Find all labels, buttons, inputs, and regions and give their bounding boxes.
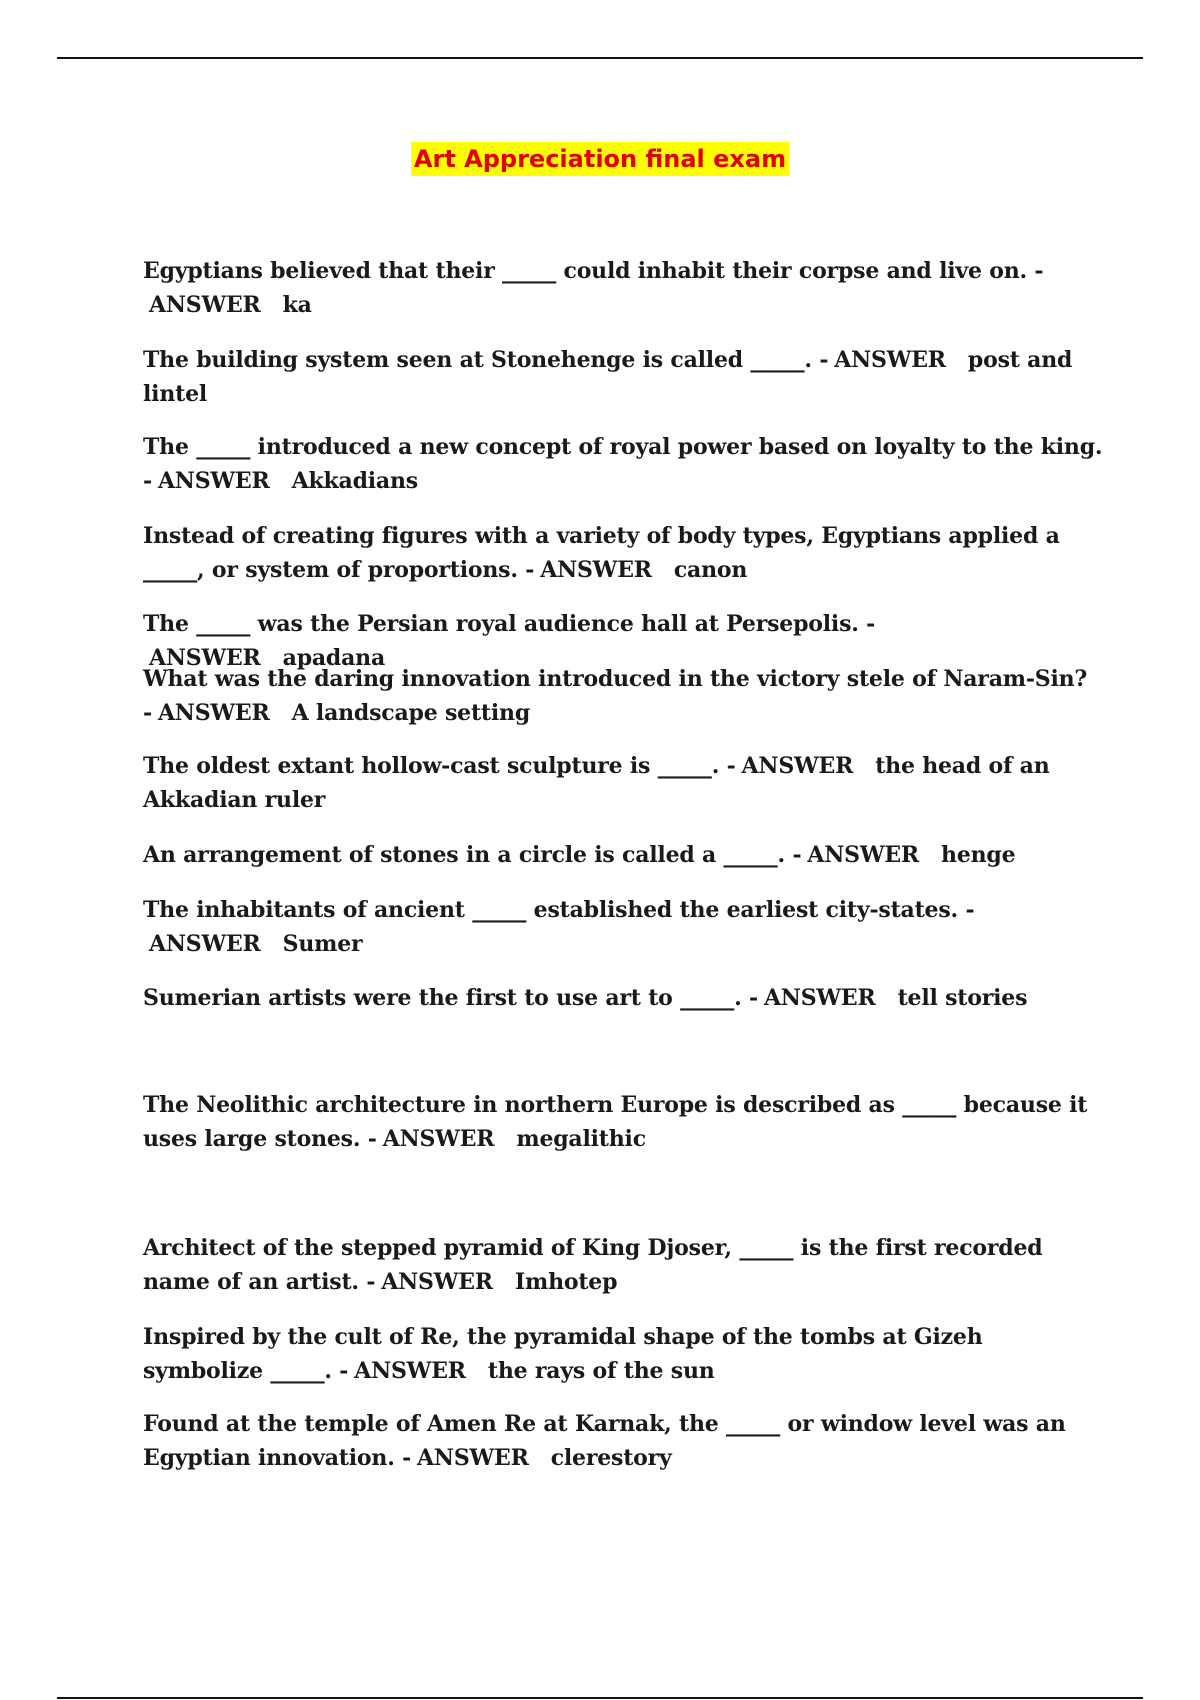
answer-label: ANSWER — [381, 1269, 493, 1295]
question-text: The Neolithic architecture in northern Europe is described as _____ because it uses large stones. - — [143, 1092, 1088, 1152]
question-text: The _____ introduced a new concept of royal power based on loyalty to the king. - — [143, 434, 1103, 494]
answer-text: tell stories — [897, 985, 1028, 1011]
question-text: The inhabitants of ancient _____ established the earliest city-states. - — [143, 897, 975, 923]
answer-text: post and lintel — [143, 347, 1073, 407]
top-rule — [57, 57, 1143, 59]
answer-label: ANSWER — [149, 292, 261, 318]
qa-item — [143, 981, 1103, 1015]
answer-text: ka — [282, 292, 312, 318]
qa-item — [143, 749, 1103, 817]
qa-item — [143, 1320, 1103, 1388]
question-text: Architect of the stepped pyramid of King Djoser, _____ is the first recorded name of an artist. - — [143, 1235, 1043, 1295]
answer-label: ANSWER — [741, 753, 854, 779]
answer-label: ANSWER — [157, 700, 270, 726]
answer-text: the rays of the sun — [487, 1358, 715, 1384]
answer-text: clerestory — [550, 1445, 672, 1471]
page-title: Art Appreciation final exam — [411, 142, 789, 176]
answer-label: ANSWER — [807, 842, 920, 868]
answer-text: canon — [673, 557, 748, 583]
question-text: The _____ was the Persian royal audience hall at Persepolis. - — [143, 611, 876, 637]
answer-label: ANSWER — [149, 645, 261, 671]
answer-text: Akkadians — [291, 468, 418, 494]
qa-item — [143, 1231, 1103, 1299]
bottom-rule — [57, 1697, 1143, 1699]
question-text: An arrangement of stones in a circle is called a _____. - — [143, 842, 802, 868]
answer-label: ANSWER — [149, 931, 261, 957]
question-text: The building system seen at Stonehenge is called _____. - — [143, 347, 829, 373]
question-text: Instead of creating figures with a variety of body types, Egyptians applied a _____, or system of proportions. - — [143, 523, 1060, 583]
answer-label: ANSWER — [540, 557, 652, 583]
qa-item — [143, 662, 1103, 730]
answer-label: ANSWER — [834, 347, 946, 373]
answer-text: apadana — [282, 645, 386, 671]
qa-item — [143, 1088, 1103, 1156]
answer-label: ANSWER — [157, 468, 270, 494]
title-container — [0, 142, 1200, 176]
answer-text: Imhotep — [514, 1269, 618, 1295]
question-text: The oldest extant hollow-cast sculpture is _____. - — [143, 753, 736, 779]
question-text: Inspired by the cult of Re, the pyramidal shape of the tombs at Gizeh symbolize _____. - — [143, 1324, 983, 1384]
answer-label: ANSWER — [382, 1126, 495, 1152]
answer-label: ANSWER — [354, 1358, 466, 1384]
qa-item — [143, 1407, 1103, 1475]
answer-text: Sumer — [282, 931, 363, 957]
question-text: What was the daring innovation introduced in the victory stele of Naram-Sin? - — [143, 666, 1088, 726]
question-text: Found at the temple of Amen Re at Karnak, the _____ or window level was an Egyptian innovation. - — [143, 1411, 1066, 1471]
question-text: Egyptians believed that their _____ could inhabit their corpse and live on. - — [143, 258, 1044, 284]
answer-text: A landscape setting — [291, 700, 531, 726]
question-text: Sumerian artists were the first to use art to _____. - — [143, 985, 758, 1011]
answer-label: ANSWER — [763, 985, 876, 1011]
answer-text: megalithic — [516, 1126, 646, 1152]
qa-item — [143, 343, 1103, 411]
answer-text: the head of an Akkadian ruler — [143, 753, 1050, 813]
qa-item — [143, 838, 1103, 872]
answer-label: ANSWER — [417, 1445, 529, 1471]
answer-text: henge — [941, 842, 1016, 868]
qa-item — [143, 254, 1103, 322]
qa-item — [143, 430, 1103, 498]
qa-item — [143, 893, 1103, 961]
qa-item — [143, 519, 1103, 587]
